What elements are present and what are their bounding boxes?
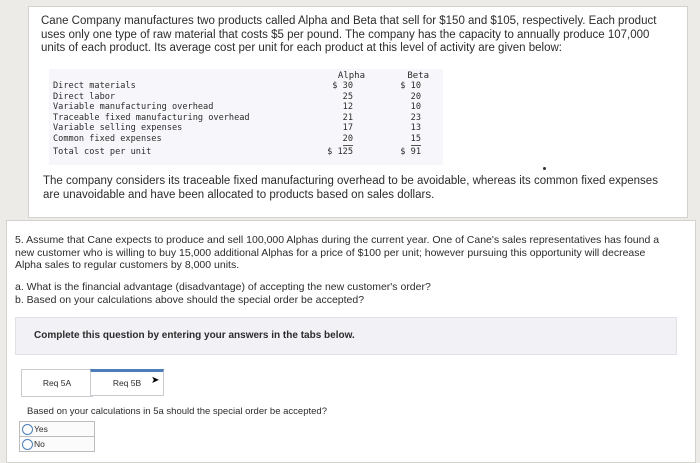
option-no[interactable]: [19, 436, 95, 452]
radio-icon[interactable]: [22, 439, 33, 450]
table-row: Direct labor 25 20: [53, 91, 421, 102]
problem-panel: [28, 6, 688, 218]
sub-question: Based on your calculations in 5a should the special order be accepted?: [27, 406, 327, 417]
problem-intro: Cane Company manufactures two products called Alpha and Beta that sell for $150 and $105, respectively. Each product uses only one type of raw material that costs $5 per pound. The company has the capacity to annually produce 107,000 units of each product. Its average cost per unit for each product at this level of activity are given below:: [41, 15, 657, 54]
option-no-label: No: [34, 439, 45, 449]
tab-req-5b[interactable]: Req 5B: [90, 369, 164, 396]
question-part-a: a. What is the financial advantage (disadvantage) of accepting the new customer's order?: [15, 281, 431, 293]
mouse-cursor-icon: ➤: [151, 375, 160, 386]
answer-options: [19, 421, 95, 452]
table-row: Variable selling expenses 17 13: [53, 123, 421, 134]
stray-mark: [543, 167, 546, 170]
table-total-row: Total cost per unit $ 125 $ 91: [53, 147, 421, 157]
tab-req-5a[interactable]: Req 5A: [21, 369, 93, 397]
option-yes[interactable]: [19, 421, 95, 436]
radio-icon[interactable]: [22, 424, 33, 435]
question-part-b: b. Based on your calculations above should the special order be accepted?: [15, 293, 365, 306]
table-row: Direct materials $ 30 $ 10: [53, 81, 421, 91]
table-row: Variable manufacturing overhead 12 10: [53, 102, 421, 113]
question-5-text: 5. Assume that Cane expects to produce and sell 100,000 Alphas during the current year. One of Cane's sales representatives has found a new customer who is willing to buy 15,000 additional Alphas for a price of $100 per unit; however pursuing this opportunity will decrease Alpha sales to regular customers by 8,000 units.: [15, 234, 660, 271]
col-header-alpha: Alpha: [337, 71, 365, 81]
question-parts: [15, 281, 665, 306]
instruction-box: [15, 317, 677, 355]
cost-table: [49, 69, 443, 165]
question-panel: [6, 220, 696, 463]
table-row: Common fixed expenses 20 15: [53, 134, 421, 144]
instruction-text: Complete this question by entering your answers in the tabs below.: [34, 330, 355, 341]
col-header-beta: Beta: [407, 71, 429, 81]
option-yes-label: Yes: [34, 424, 48, 434]
table-row: Traceable fixed manufacturing overhead 21 23: [53, 112, 421, 123]
problem-note: The company considers its traceable fixed manufacturing overhead to be avoidable, whereas its common fixed expenses are unavoidable and have been allocated to products based on sales dollars.: [43, 175, 658, 201]
